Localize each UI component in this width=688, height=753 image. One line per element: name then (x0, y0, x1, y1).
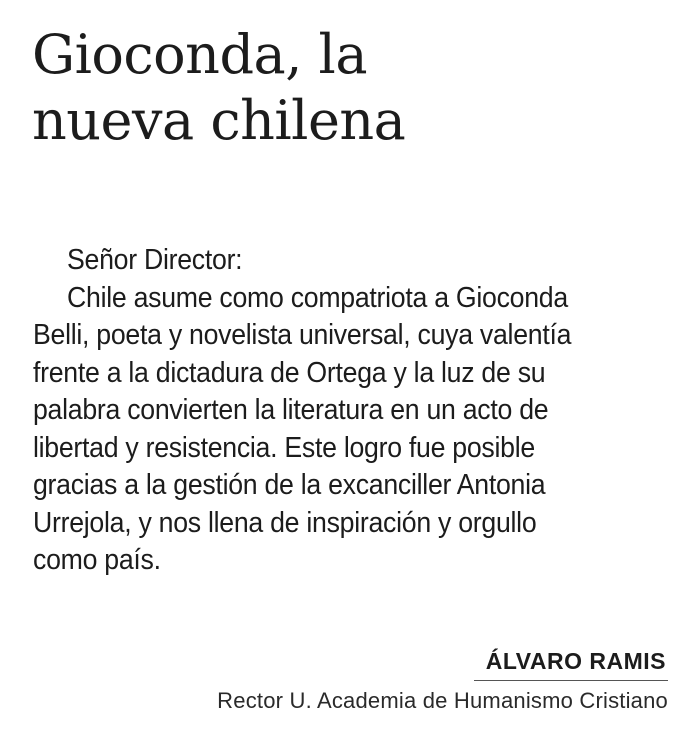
letter-line: frente a la dictadura de Ortega y la luz de su (33, 356, 546, 389)
headline-line-2: nueva chilena (32, 89, 406, 152)
headline (32, 22, 672, 154)
letter-body (33, 242, 622, 580)
letter-line: como país. (33, 544, 161, 576)
headline-line-1: Gioconda, la (32, 23, 368, 86)
signature-divider (474, 680, 668, 681)
letter-line: gracias a la gestión de la excanciller Antonia (33, 469, 546, 501)
letter-line: libertad y resistencia. Este logro fue posible (33, 431, 535, 464)
letter-line: palabra convierten la literatura en un acto de (33, 394, 549, 426)
letter-line: Urrejola, y nos llena de inspiración y orgullo (33, 506, 537, 539)
author-name: ÁLVARO RAMIS (485, 648, 666, 674)
salutation: Señor Director: (67, 244, 243, 276)
author-position: Rector U. Academia de Humanismo Cristiano (217, 688, 668, 713)
letter-line: Chile asume como compatriota a Gioconda (67, 281, 568, 314)
letter-line: Belli, poeta y novelista universal, cuya valentía (33, 319, 572, 351)
letter-paragraph (33, 280, 622, 580)
